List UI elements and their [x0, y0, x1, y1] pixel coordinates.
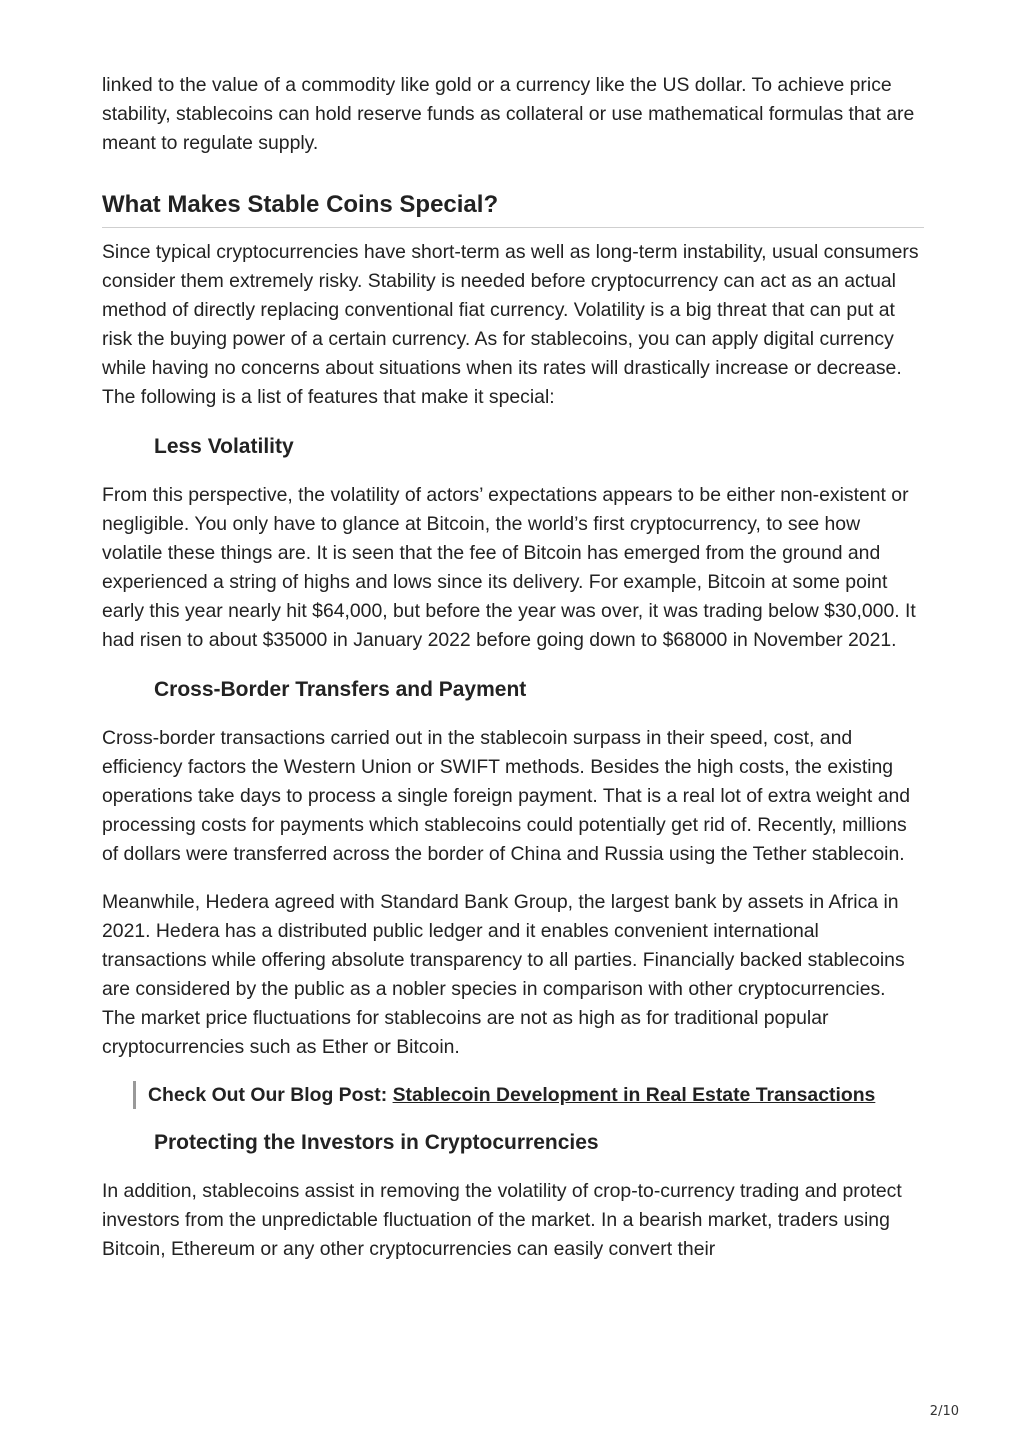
- cross-border-heading: Cross-Border Transfers and Payment: [154, 678, 527, 701]
- callout-prefix: Check Out Our Blog Post:: [148, 1084, 393, 1106]
- section-heading: What Makes Stable Coins Special?: [102, 188, 924, 228]
- protecting-heading: Protecting the Investors in Cryptocurrencies: [154, 1131, 599, 1154]
- less-volatility-heading: Less Volatility: [154, 435, 294, 458]
- protecting-paragraph: In addition, stablecoins assist in removing the volatility of crop-to-currency trading and protect investors from the unpredictable fluctuation of the market. In a bearish market, traders using Bitcoin, Ethereum or any other cryptocurrencies can easily convert their: [102, 1180, 902, 1260]
- cross-border-paragraph-2: Meanwhile, Hedera agreed with Standard Bank Group, the largest bank by assets in Africa in 2021. Hedera has a distributed public ledger and it enables convenient international transactions while offering absolute transparency to all parties. Financially backed stablecoins are considered by the public as a nobler species in comparison with other cryptocurrencies. The market price fluctuations for stablecoins are not as high as for traditional popular cryptocurrencies such as Ether or Bitcoin.: [102, 891, 905, 1058]
- intro-paragraph: linked to the value of a commodity like gold or a currency like the US dollar. To achieve price stability, stablecoins can hold reserve funds as collateral or use mathematical formulas that are meant to regulate supply.: [102, 74, 915, 154]
- article-body: [102, 71, 924, 1264]
- cross-border-paragraph-1: Cross-border transactions carried out in the stablecoin surpass in their speed, cost, and efficiency factors the Western Union or SWIFT methods. Besides the high costs, the existing operations take days to process a single foreign payment. That is a real lot of extra weight and processing costs for payments which stablecoins could potentially get rid of. Recently, millions of dollars were transferred across the border of China and Russia using the Tether stablecoin.: [102, 727, 911, 865]
- less-volatility-paragraph: From this perspective, the volatility of actors’ expectations appears to be either non-existent or negligible. You only have to glance at Bitcoin, the world’s first cryptocurrency, to see how volatile these things are. It is seen that the fee of Bitcoin has emerged from the ground and experienced a string of highs and lows since its delivery. For example, Bitcoin at some point early this year nearly hit $64,000, but before the year was over, it was trading below $30,000. It had risen to about $35000 in January 2022 before going down to $68000 in November 2021.: [102, 484, 916, 651]
- page-number: 2/10: [929, 1404, 959, 1419]
- section-paragraph: Since typical cryptocurrencies have short-term as well as long-term instability, usual consumers consider them extremely risky. Stability is needed before cryptocurrency can act as an actual method of directly replacing conventional fiat currency. Volatility is a big threat that can put at risk the buying power of a certain currency. As for stablecoins, you can apply digital currency while having no concerns about situations when its rates will drastically increase or decrease. The following is a list of features that make it special:: [102, 241, 919, 408]
- blog-post-link[interactable]: Stablecoin Development in Real Estate Transactions: [392, 1084, 876, 1106]
- blog-callout: [133, 1081, 924, 1109]
